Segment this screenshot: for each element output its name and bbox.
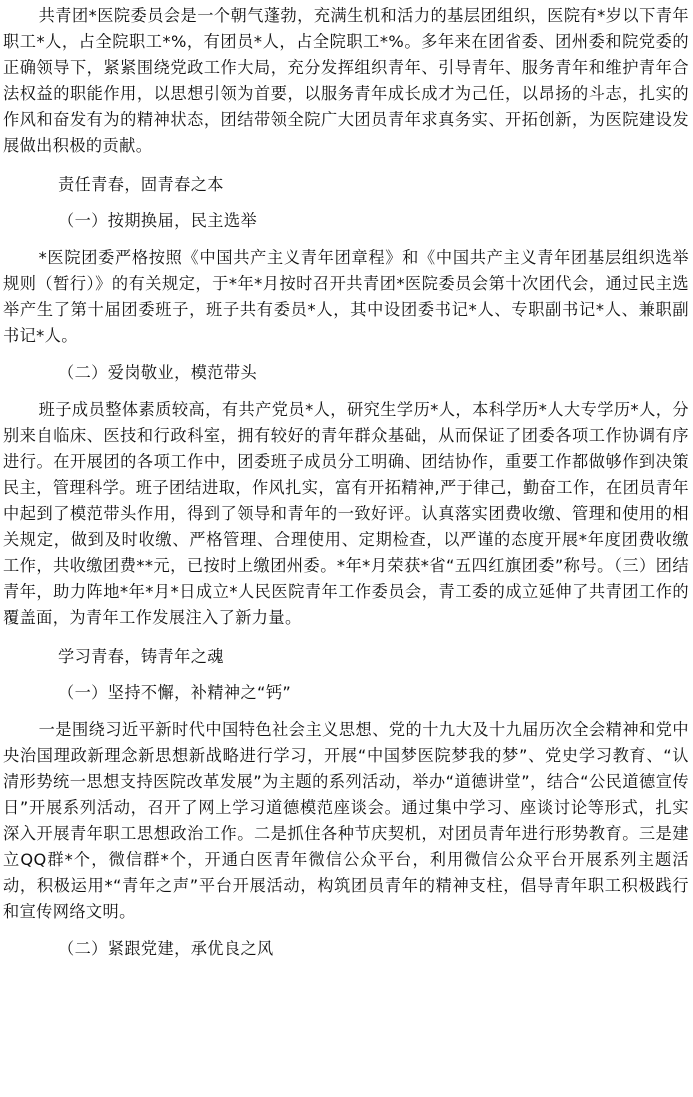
section-heading-responsibility: 责任青春，固青春之本 (58, 175, 224, 194)
dedication-paragraph: 班子成员整体素质较高，有共产党员*人，研究生学历*人，本科学历*人大专学历*人，分别来自临床、医技和行政科室，拥有较好的青年群众基础，从而保证了团委各项工作协调有序进行。在开展团的各项工作中，团委班子成员分工明确、团结协作，重要工作都做够作到决策民主，管理科学。班子团结进取，作风扎实，富有开拓精神,严于律己，勤奋工作，在团员青年中起到了模范带头作用，得到了领导和青年的一致好评。认真落实团费收缴、管理和使用的相关规定，做到及时收缴、严格管理、合理使用、定期检查，以严谨的态度开展*年度团费收缴工作，共收缴团费**元，已按时上缴团州委。*年*月荣获*省“五四红旗团委”称号。（三）团结青年，助力阵地*年*月*日成立*人民医院青年工作委员会，青工委的成立延伸了共青团工作的覆盖面，为青年工作发展注入了新力量。 (3, 400, 689, 627)
document-body (3, 3, 689, 967)
intro-paragraph: 共青团*医院委员会是一个朝气蓬勃，充满生机和活力的基层团组织，医院有*岁以下青年职工*人，占全院职工*%，有团员*人，占全院职工*%。多年来在团省委、团州委和院党委的正确领导下，紧紧围绕党政工作大局，充分发挥组织青年、引导青年、服务青年和维护青年合法权益的职能作用，以思想引领为首要，以服务青年成长成才为己任，以昂扬的斗志，扎实的作风和奋发有为的精神状态，团结带领全院广大团员青年求真务实、开拓创新，为医院建设发展做出积极的贡献。 (3, 6, 689, 155)
study-paragraph: 一是围绕习近平新时代中国特色社会主义思想、党的十九大及十九届历次全会精神和党中央治国理政新理念新思想新战略进行学习，开展“中国梦医院梦我的梦”、党史学习教育、“认清形势统一思想支持医院改革发展”为主题的系列活动，举办“道德讲堂”，结合“公民道德宣传日”开展系列活动，召开了网上学习道德模范座谈会。通过集中学习、座谈讨论等形式，扎实深入开展青年职工思想政治工作。二是抓住各种节庆契机，对团员青年进行形势教育。三是建立QQ群*个，微信群*个，开通白医青年微信公众平台，利用微信公众平台开展系列主题活动，积极运用*“青年之声”平台开展活动，构筑团员青年的精神支柱，倡导青年职工积极践行和宣传网络文明。 (3, 720, 689, 921)
subheading-persistence: （一）坚持不懈，补精神之“钙” (58, 683, 292, 702)
spacer (3, 631, 689, 639)
election-paragraph: *医院团委严格按照《中国共产主义青年团章程》和《中国共产主义青年团基层组织选举规则（暂行）》的有关规定，于*年*月按时召开共青团*医院委员会第十次团代会，通过民主选举产生了第十届团委班子，班子共有委员*人，其中设团委书记*人、专职副书记*人、兼职副书记*人。 (3, 248, 689, 345)
subheading-party-building: （二）紧跟党建，承优良之风 (58, 939, 274, 958)
subheading-dedication: （二）爱岗敬业，模范带头 (58, 363, 258, 382)
spacer (3, 159, 689, 167)
section-heading-study: 学习青春，铸青年之魂 (58, 647, 224, 666)
subheading-election: （一）按期换届，民主选举 (58, 211, 258, 230)
